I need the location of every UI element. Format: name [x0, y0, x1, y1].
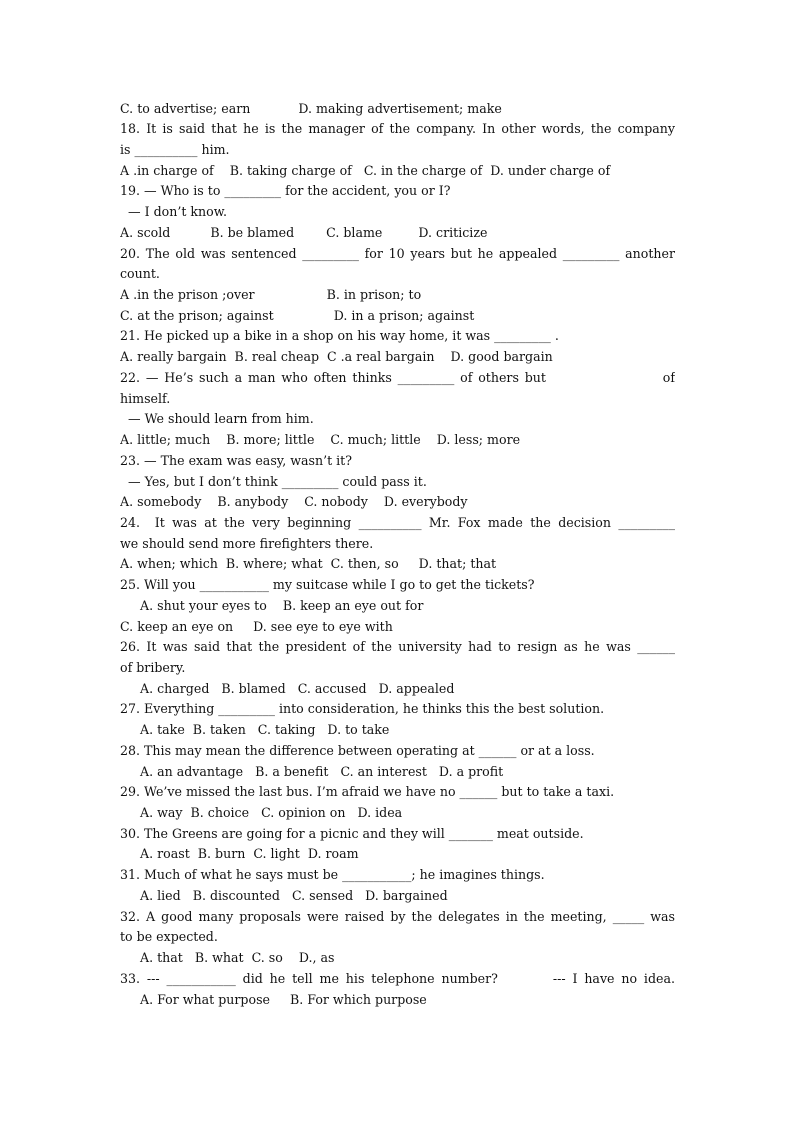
text-line: A. way B. choice C. opinion on D. idea	[120, 805, 403, 820]
text-line: A. shut your eyes to B. keep an eye out for	[120, 597, 424, 613]
text-line: 29. We’ve missed the last bus. I’m afraid we have no ______ but to take a taxi.	[120, 784, 615, 800]
text-line: A .in the prison ;over B. in prison; to	[120, 287, 422, 302]
text-line: 24. It was at the very beginning __________ Mr. Fox made the decision _________	[120, 514, 675, 530]
text-line: we should send more firefighters there.	[120, 535, 374, 551]
text-line: 23. — The exam was easy, wasn’t it?	[120, 452, 352, 468]
text-line: is __________ him.	[120, 141, 230, 157]
text-line: A. scold B. be blamed C. blame D. criticize	[120, 224, 488, 240]
text-line: 30. The Greens are going for a picnic and they will _______ meat outside.	[120, 825, 584, 841]
text-line: A. an advantage B. a benefit C. an interest D. a profit	[120, 763, 504, 779]
text-line: A. roast B. burn C. light D. roam	[120, 846, 359, 862]
text-line: A. somebody B. anybody C. nobody D. everybody	[120, 494, 468, 510]
text-line: count.	[120, 266, 160, 282]
text-line: A. when; which B. where; what C. then, so D. that; that	[120, 556, 497, 572]
text-line: 22. — He’s such a man who often thinks _________ of others but of	[120, 369, 675, 385]
text-line: A .in charge of B. taking charge of C. in the charge of D. under charge of	[120, 162, 611, 178]
text-line: A. take B. taken C. taking D. to take	[120, 722, 390, 738]
text-line: 32. A good many proposals were raised by the delegates in the meeting, _____ was	[120, 908, 675, 924]
text-line: A. little; much B. more; little C. much; little D. less; more	[120, 432, 521, 447]
text-line: A. lied B. discounted C. sensed D. bargained	[120, 887, 448, 903]
text-line: 27. Everything _________ into consideration, he thinks this the best solution.	[120, 701, 605, 717]
text-line: 26. It was said that the president of the university had to resign as he was ______	[120, 639, 675, 655]
text-line: A. really bargain B. real cheap C .a real bargain D. good bargain	[120, 349, 553, 365]
text-line: to be expected.	[120, 929, 218, 945]
text-line: of bribery.	[120, 659, 186, 675]
text-line: — We should learn from him.	[120, 411, 314, 427]
text-line: 21. He picked up a bike in a shop on his way home, it was _________ .	[120, 328, 559, 344]
text-line: 33. --- ___________ did he tell me his telephone number? --- I have no idea.	[120, 970, 675, 986]
text-line: C. keep an eye on D. see eye to eye with	[120, 618, 393, 634]
text-line: A. For what purpose B. For which purpose	[120, 991, 427, 1007]
text-line: 25. Will you ___________ my suitcase while I go to get the tickets?	[120, 577, 535, 593]
text-line: 20. The old was sentenced _________ for 10 years but he appealed _________ another	[120, 245, 675, 261]
text-line: himself.	[120, 390, 171, 406]
text-line: A. that B. what C. so D., as	[120, 950, 335, 965]
text-line: A. charged B. blamed C. accused D. appealed	[120, 680, 455, 696]
text-line: 18. It is said that he is the manager of the company. In other words, the company	[120, 121, 675, 137]
text-line: C. at the prison; against D. in a prison; against	[120, 307, 475, 323]
text-line: C. to advertise; earn D. making advertisement; make	[120, 100, 502, 116]
text-line: 28. This may mean the difference between operating at ______ or at a loss.	[120, 742, 595, 758]
text-line: — Yes, but I don’t think _________ could pass it.	[120, 473, 427, 489]
text-line: 31. Much of what he says must be ___________; he imagines things.	[120, 867, 545, 883]
text-line: — I don’t know.	[120, 204, 228, 220]
text-line: 19. — Who is to _________ for the accident, you or I?	[120, 183, 451, 199]
